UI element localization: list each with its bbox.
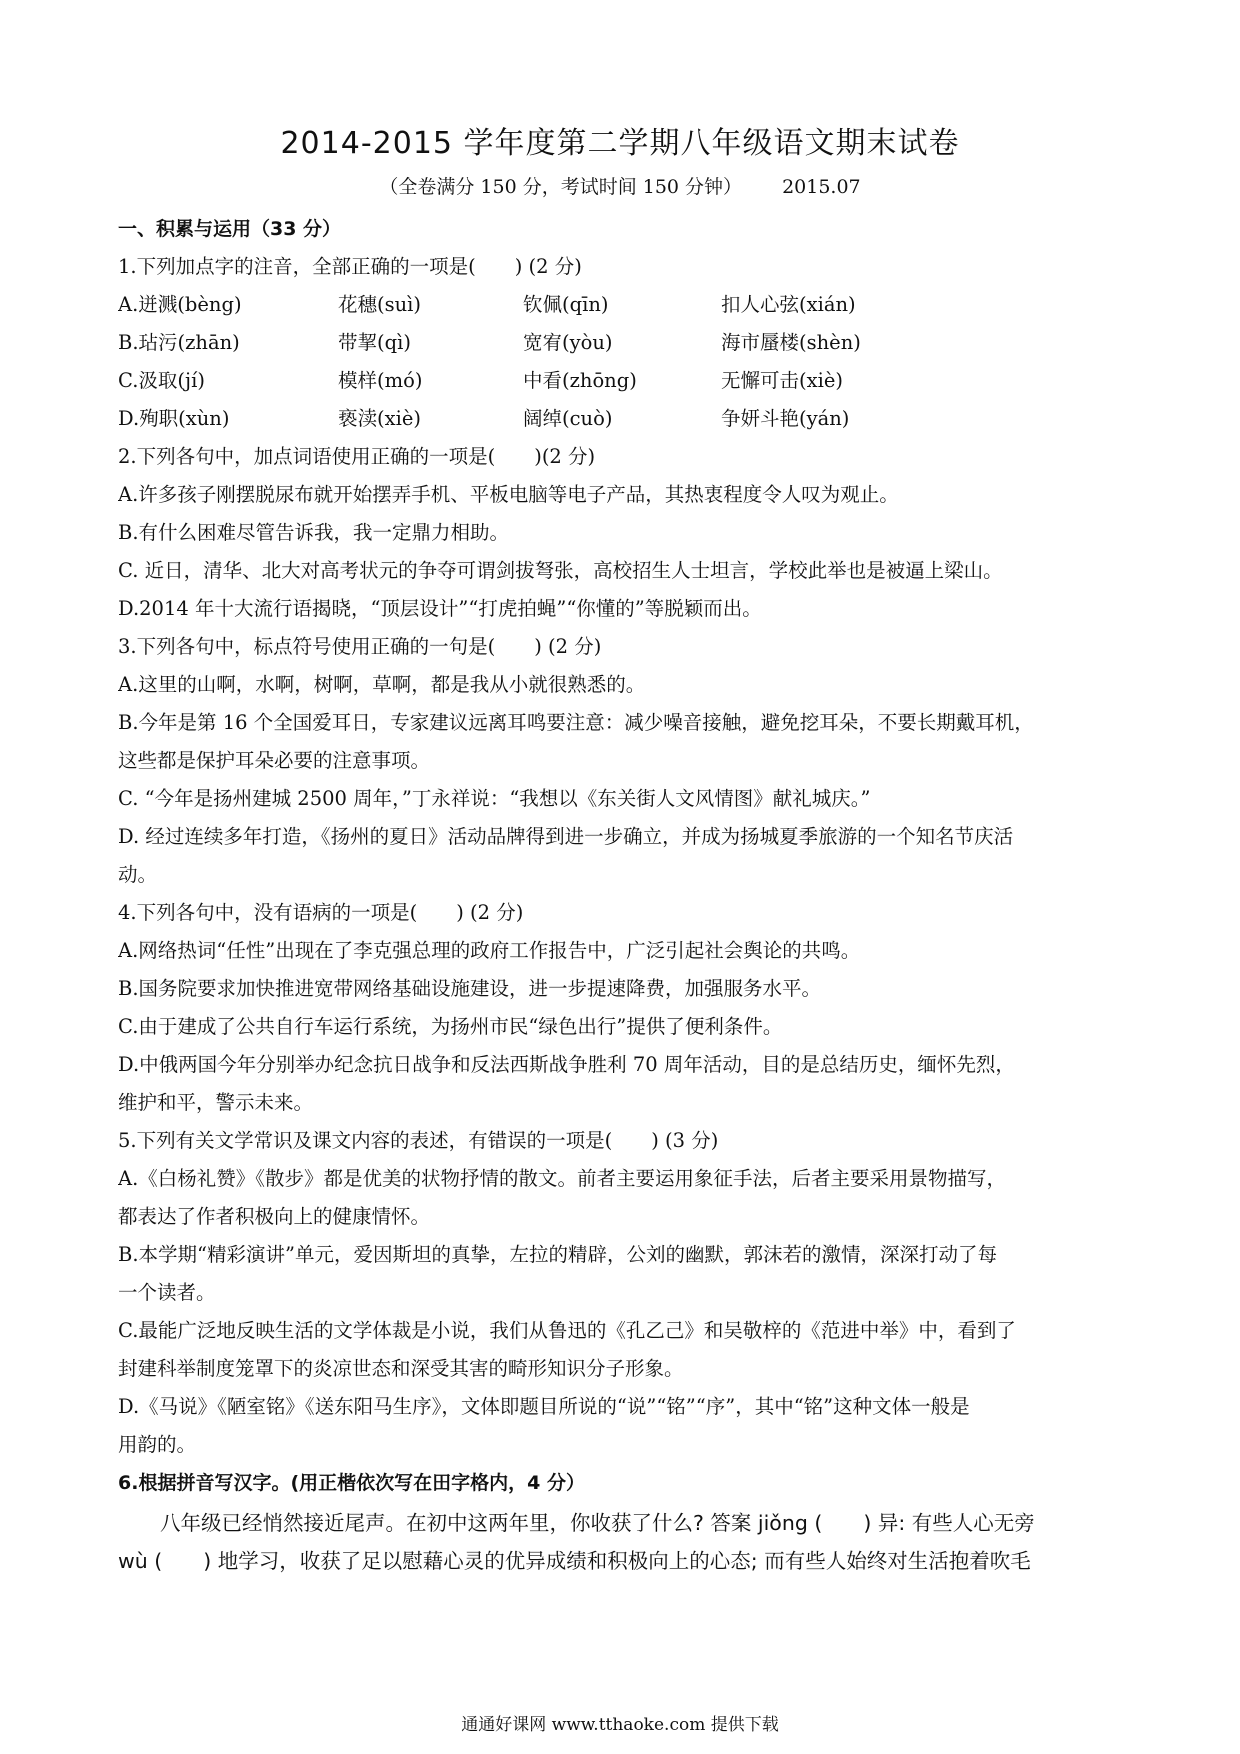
question-5-option-a: A.《白杨礼赞》《散步》都是优美的状物抒情的散文。前者主要运用象征手法，后者主要采用景物描写， xyxy=(118,1167,1007,1190)
section-heading: 一、积累与运用（33 分） xyxy=(118,218,342,240)
question-3-stem: 3.下列各句中，标点符号使用正确的一句是( ) (2 分) xyxy=(118,635,602,658)
question-2-stem: 2.下列各句中，加点词语使用正确的一项是( )(2 分) xyxy=(118,445,596,468)
question-4-option-a: A.网络热词“任性”出现在了李克强总理的政府工作报告中，广泛引起社会舆论的共鸣。 xyxy=(118,939,861,962)
option-cell: 中看(zhōng) xyxy=(523,369,637,392)
question-1-stem: 1.下列加点字的注音，全部正确的一项是( ) (2 分) xyxy=(118,255,582,278)
question-3-option-b-cont: 这些都是保护耳朵必要的注意事项。 xyxy=(118,749,431,772)
option-cell: D.殉职(xùn) xyxy=(118,407,230,430)
question-2-option-d: D.2014 年十大流行语揭晓，“顶层设计”“打虎拍蝇”“你懂的”等脱颖而出。 xyxy=(118,597,762,620)
question-5-option-c-cont: 封建科举制度笼罩下的炎凉世态和深受其害的畸形知识分子形象。 xyxy=(118,1357,684,1380)
option-cell: 扣人心弦(xián) xyxy=(721,293,856,316)
option-cell: 花穗(suì) xyxy=(338,293,422,316)
question-3-option-a: A.这里的山啊，水啊，树啊，草啊，都是我从小就很熟悉的。 xyxy=(118,673,646,696)
option-cell: 阔绰(cuò) xyxy=(523,407,613,430)
question-5-option-a-cont: 都表达了作者积极向上的健康情怀。 xyxy=(118,1205,431,1228)
question-1-option-d xyxy=(118,400,1123,438)
question-2-option-c: C. 近日，清华、北大对高考状元的争夺可谓剑拔弩张，高校招生人士坦言，学校此举也是被逼上梁山。 xyxy=(118,559,1003,582)
option-cell: A.迸溅(bèng) xyxy=(118,293,242,316)
exam-date: 2015.07 xyxy=(782,176,861,198)
score-time-note: （全卷满分 150 分，考试时间 150 分钟） xyxy=(379,176,743,198)
question-5-option-b-cont: 一个读者。 xyxy=(118,1281,216,1304)
question-3-option-c: C. “今年是扬州建城 2500 周年，”丁永祥说：“我想以《东关街人文风情图》献礼城庆。” xyxy=(118,787,871,810)
option-cell: 争妍斗艳(yán) xyxy=(721,407,850,430)
question-5-option-c: C.最能广泛地反映生活的文学体裁是小说，我们从鲁迅的《孔乙己》和吴敬梓的《范进中举》中，看到了 xyxy=(118,1319,1016,1342)
question-6-stem: 6.根据拼音写汉字。(用正楷依次写在田字格内，4 分） xyxy=(118,1472,585,1494)
exam-title: 2014-2015 学年度第二学期八年级语文期末试卷 xyxy=(280,126,960,161)
question-5-stem: 5.下列有关文学常识及课文内容的表述，有错误的一项是( ) (3 分) xyxy=(118,1129,719,1152)
question-1-option-b xyxy=(118,324,1123,362)
question-4-stem: 4.下列各句中，没有语病的一项是( ) (2 分) xyxy=(118,901,524,924)
question-3-option-b: B.今年是第 16 个全国爱耳日，专家建议远离耳鸣要注意：减少噪音接触，避免挖耳朵，不要长期戴耳机， xyxy=(118,711,1034,734)
option-cell: C.汲取(jí) xyxy=(118,369,205,392)
question-4-option-b: B.国务院要求加快推进宽带网络基础设施建设，进一步提速降费，加强服务水平。 xyxy=(118,977,822,1000)
question-2-option-a: A.许多孩子刚摆脱尿布就开始摆弄手机、平板电脑等电子产品，其热衷程度令人叹为观止。 xyxy=(118,483,899,506)
option-cell: 海市蜃楼(shèn) xyxy=(721,331,861,354)
option-cell: 宽宥(yòu) xyxy=(523,331,613,354)
option-cell: B.玷污(zhān) xyxy=(118,331,240,354)
option-cell: 带挈(qì) xyxy=(338,331,411,354)
question-5-option-b: B.本学期“精彩演讲”单元，爱因斯坦的真挚，左拉的精辟，公刘的幽默，郭沫若的激情，深深打动了每 xyxy=(118,1243,997,1266)
question-1-option-a xyxy=(118,286,1123,324)
question-4-option-d: D.中俄两国今年分别举办纪念抗日战争和反法西斯战争胜利 70 周年活动，目的是总结历史，缅怀先烈， xyxy=(118,1053,1015,1076)
option-cell: 模样(mó) xyxy=(338,369,423,392)
question-3-option-d: D. 经过连续多年打造，《扬州的夏日》活动品牌得到进一步确立，并成为扬城夏季旅游的一个知名节庆活 xyxy=(118,825,1014,848)
exam-subtitle xyxy=(0,172,1240,199)
question-4-option-d-cont: 维护和平，警示未来。 xyxy=(118,1091,314,1114)
question-6-passage-line-2: wù ( ) 地学习，收获了足以慰藉心灵的优异成绩和积极向上的心态; 而有些人始终对生活抱着吹毛 xyxy=(118,1549,1031,1573)
question-5-option-d: D.《马说》《陋室铭》《送东阳马生序》，文体即题目所说的“说”“铭”“序”，其中“铭”这种文体一般是 xyxy=(118,1395,970,1418)
question-5-option-d-cont: 用韵的。 xyxy=(118,1433,197,1456)
exam-content xyxy=(118,210,1123,1578)
page-footer: 通通好课网 www.tthaoke.com 提供下载 xyxy=(461,1715,779,1735)
question-1-option-c xyxy=(118,362,1123,400)
question-4-option-c: C.由于建成了公共自行车运行系统，为扬州市民“绿色出行”提供了便利条件。 xyxy=(118,1015,783,1038)
question-3-option-d-cont: 动。 xyxy=(118,863,158,886)
option-cell: 钦佩(qīn) xyxy=(523,293,609,316)
question-6-passage-line-1: 八年级已经悄然接近尾声。在初中这两年里，你收获了什么? 答案 jiǒng ( ) 异: 有些人心无旁 xyxy=(160,1511,1035,1535)
question-2-option-b: B.有什么困难尽管告诉我，我一定鼎力相助。 xyxy=(118,521,510,544)
option-cell: 亵渎(xiè) xyxy=(338,407,421,430)
option-cell: 无懈可击(xiè) xyxy=(721,369,843,392)
